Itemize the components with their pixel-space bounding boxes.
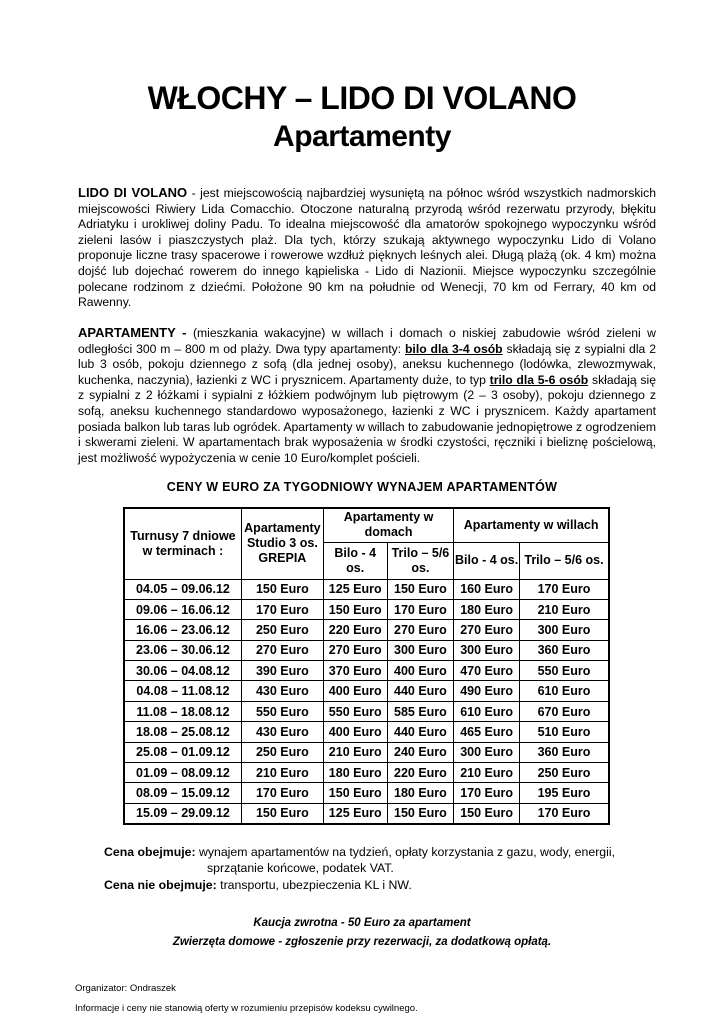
- table-cell-price: 360 Euro: [519, 640, 609, 660]
- table-row: [124, 681, 609, 701]
- table-cell-price: 170 Euro: [387, 599, 454, 619]
- table-row: [124, 803, 609, 823]
- table-header-row: [124, 508, 609, 542]
- table-cell-price: 150 Euro: [387, 579, 454, 599]
- page-title: WŁOCHY – LIDO DI VOLANO: [147, 80, 577, 116]
- table-cell-price: 210 Euro: [241, 763, 323, 783]
- table-cell-price: 585 Euro: [387, 701, 454, 721]
- organizer-text: Organizator: Ondraszek: [75, 983, 176, 994]
- header-domy-bilo: Bilo - 4 os.: [323, 542, 387, 579]
- table-cell-price: 670 Euro: [519, 701, 609, 721]
- apartments-text-b: składają się z sypialni dla 2 lub 3 osób, pokoju dziennego z sofą (dla jednej osoby), aneksu kuchennego (lodówka, zlewozmywak, kuchenka, naczynia), łazienki z WC i prysznicem. Apartamenty duże, to typ: [78, 341, 656, 387]
- header-domy-trilo: Trilo – 5/6 os.: [387, 542, 454, 579]
- table-row: [124, 742, 609, 762]
- table-cell-price: 465 Euro: [454, 722, 520, 742]
- table-row: [124, 783, 609, 803]
- table-row: [124, 620, 609, 640]
- pets-note: Zwierzęta domowe - zgłoszenie przy rezerwacji, za dodatkową opłatą.: [172, 936, 552, 948]
- table-cell-price: 180 Euro: [387, 783, 454, 803]
- table-cell-price: 270 Euro: [323, 640, 387, 660]
- table-cell-price: 170 Euro: [241, 783, 323, 803]
- apartments-text-c: składają się z sypialni z 2 łóżkami i sypialni z łóżkiem podwójnym lub piętrowym (2 – 3 osoby), pokoju dziennego z sofą, aneksu kuchennego standardowo wyposażonego, łazienki z WC i prysznicem. Każdy apartament posiada balkon lub taras lub ogródek. Apartamenty w willach to zabudowanie jednopiętrowe z ogrodzeniem i skwerami zieleni. W apartamentach brak wyposażenia w środki czystości, ręczniki i bieliznę pościelową, jest możliwość wypożyczenia w cenie 10 Euro/komplet pościeli.: [78, 372, 657, 465]
- page-subtitle: Apartamenty: [273, 120, 451, 153]
- table-cell-price: 125 Euro: [323, 579, 387, 599]
- apartments-lead: APARTAMENTY -: [78, 325, 187, 340]
- table-cell-price: 400 Euro: [387, 661, 454, 681]
- table-cell-price: 550 Euro: [241, 701, 323, 721]
- table-cell-price: 170 Euro: [519, 803, 609, 823]
- includes-label: Cena obejmuje:: [104, 845, 196, 859]
- table-cell-price: 125 Euro: [323, 803, 387, 823]
- header-wille-trilo: Trilo – 5/6 os.: [519, 542, 609, 579]
- table-cell-price: 150 Euro: [241, 579, 323, 599]
- bilo-label: bilo dla 3-4 osób: [404, 341, 503, 356]
- table-cell-price: 400 Euro: [323, 681, 387, 701]
- table-cell-price: 440 Euro: [387, 681, 454, 701]
- header-domy: Apartamenty w domach: [323, 508, 453, 542]
- table-cell-price: 300 Euro: [454, 640, 520, 660]
- table-cell-price: 170 Euro: [241, 599, 323, 619]
- header-turnus: Turnusy 7 dniowe w terminach :: [124, 508, 241, 579]
- table-cell-price: 240 Euro: [387, 742, 454, 762]
- table-cell-price: 150 Euro: [387, 803, 454, 823]
- price-table-title: CENY W EURO ZA TYGODNIOWY WYNAJEM APARTAMENTÓW: [166, 480, 558, 494]
- excludes-text: transportu, ubezpieczenia KL i NW.: [216, 878, 412, 892]
- table-cell-price: 250 Euro: [241, 742, 323, 762]
- table-cell-price: 300 Euro: [454, 742, 520, 762]
- table-cell-price: 440 Euro: [387, 722, 454, 742]
- deposit-note: Kaucja zwrotna - 50 Euro za apartament: [253, 917, 471, 929]
- table-cell-price: 170 Euro: [519, 579, 609, 599]
- table-cell-price: 150 Euro: [241, 803, 323, 823]
- table-cell-price: 180 Euro: [454, 599, 520, 619]
- table-cell-price: 195 Euro: [519, 783, 609, 803]
- intro-paragraph: [78, 185, 656, 311]
- table-cell-price: 390 Euro: [241, 661, 323, 681]
- table-cell-price: 470 Euro: [454, 661, 520, 681]
- trilo-label: trilo dla 5-6 osób: [489, 372, 589, 387]
- price-excludes: [104, 878, 412, 894]
- table-cell-price: 220 Euro: [387, 763, 454, 783]
- intro-lead: LIDO DI VOLANO: [78, 185, 188, 200]
- table-cell-period: 15.09 – 29.09.12: [124, 803, 241, 823]
- table-cell-price: 490 Euro: [454, 681, 520, 701]
- table-row: [124, 579, 609, 599]
- table-cell-period: 18.08 – 25.08.12: [124, 722, 241, 742]
- apartments-paragraph: [78, 325, 656, 466]
- table-row: [124, 599, 609, 619]
- header-studio: Apartamenty Studio 3 os. GREPIA: [241, 508, 323, 579]
- table-cell-price: 250 Euro: [519, 763, 609, 783]
- table-cell-price: 210 Euro: [519, 599, 609, 619]
- includes-line2: sprzątanie końcowe, podatek VAT.: [207, 860, 394, 875]
- table-row: [124, 722, 609, 742]
- table-cell-price: 300 Euro: [519, 620, 609, 640]
- table-cell-price: 150 Euro: [323, 783, 387, 803]
- table-cell-price: 210 Euro: [454, 763, 520, 783]
- table-row: [124, 763, 609, 783]
- table-cell-price: 510 Euro: [519, 722, 609, 742]
- table-cell-price: 430 Euro: [241, 681, 323, 701]
- table-cell-price: 610 Euro: [519, 681, 609, 701]
- table-cell-period: 30.06 – 04.08.12: [124, 661, 241, 681]
- disclaimer-text: Informacje i ceny nie stanowią oferty w rozumieniu przepisów kodeksu cywilnego.: [75, 1003, 418, 1014]
- includes-line1: wynajem apartamentów na tydzień, opłaty korzystania z gazu, wody, energii,: [195, 845, 616, 859]
- table-row: [124, 701, 609, 721]
- price-includes: [104, 845, 615, 876]
- table-cell-price: 300 Euro: [387, 640, 454, 660]
- table-cell-price: 170 Euro: [454, 783, 520, 803]
- table-cell-price: 400 Euro: [323, 722, 387, 742]
- table-cell-price: 220 Euro: [323, 620, 387, 640]
- table-cell-period: 25.08 – 01.09.12: [124, 742, 241, 762]
- table-cell-period: 08.09 – 15.09.12: [124, 783, 241, 803]
- table-row: [124, 640, 609, 660]
- table-cell-price: 550 Euro: [519, 661, 609, 681]
- table-cell-price: 360 Euro: [519, 742, 609, 762]
- table-cell-period: 23.06 – 30.06.12: [124, 640, 241, 660]
- table-cell-period: 01.09 – 08.09.12: [124, 763, 241, 783]
- apartments-text-a: (mieszkania wakacyjne) w willach i domach o niskiej zabudowie wśród zieleni w odległości 300 m – 800 m od plaży. Dwa typy apartamenty:: [78, 326, 656, 356]
- table-cell-price: 160 Euro: [454, 579, 520, 599]
- excludes-label: Cena nie obejmuje:: [104, 878, 217, 892]
- header-wille: Apartamenty w willach: [454, 508, 609, 542]
- table-cell-price: 150 Euro: [323, 599, 387, 619]
- header-wille-bilo: Bilo - 4 os.: [454, 542, 520, 579]
- table-cell-price: 210 Euro: [323, 742, 387, 762]
- table-cell-period: 09.06 – 16.06.12: [124, 599, 241, 619]
- table-row: [124, 661, 609, 681]
- table-cell-price: 430 Euro: [241, 722, 323, 742]
- table-cell-price: 270 Euro: [241, 640, 323, 660]
- intro-text: - jest miejscowością najbardziej wysuniętą na północ wśród wszystkich nadmorskich miejscowości Riwiery Lida Comacchio. Otoczone naturalną przyrodą wśród rezerwatu przyrody, błękitu Adriatyku i urokliwej doliny Padu. To idealna miejscowość dla amatorów spokojnego wypoczynku wśród zieleni lasów i piaszczystych plaż. Dla tych, którzy szukają aktywnego wypoczynku Lido di Volano proponuje liczne trasy spacerowe i rowerowe wzdłuż pięknych leśnych alei. Długą plażą (ok. 4 km) można dojść lub dojechać rowerem do innego kąpieliska - Lido di Nazionii. Miejsce wypoczynku szczególnie polecane rodzinom z dziećmi. Położone 90 km na południe od Wenecji, 70 km od Ferrary, 40 km od Rawenny.: [78, 186, 656, 310]
- table-cell-price: 370 Euro: [323, 661, 387, 681]
- table-cell-price: 180 Euro: [323, 763, 387, 783]
- table-cell-period: 16.06 – 23.06.12: [124, 620, 241, 640]
- table-cell-period: 04.05 – 09.06.12: [124, 579, 241, 599]
- table-cell-price: 270 Euro: [387, 620, 454, 640]
- table-cell-price: 610 Euro: [454, 701, 520, 721]
- price-table: [123, 507, 610, 825]
- table-cell-price: 550 Euro: [323, 701, 387, 721]
- table-cell-price: 250 Euro: [241, 620, 323, 640]
- table-cell-price: 270 Euro: [454, 620, 520, 640]
- table-cell-period: 11.08 – 18.08.12: [124, 701, 241, 721]
- table-cell-period: 04.08 – 11.08.12: [124, 681, 241, 701]
- table-cell-price: 150 Euro: [454, 803, 520, 823]
